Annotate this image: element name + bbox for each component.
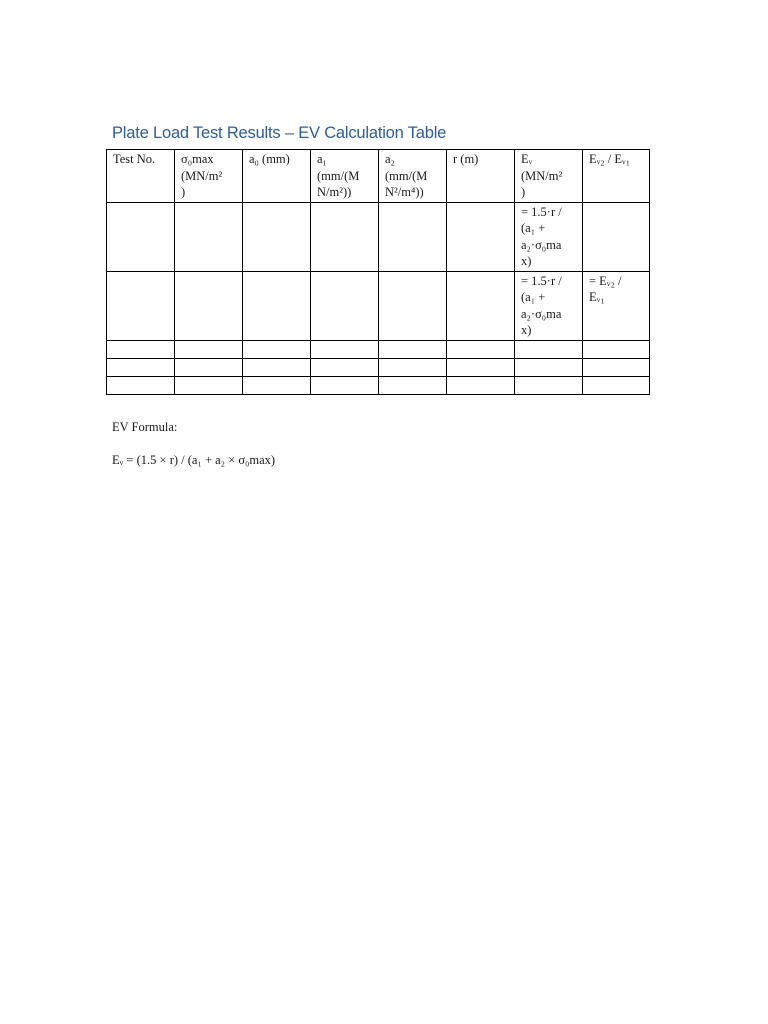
- header-cell-a1: a₁ (mm/(M N/m²)): [311, 150, 379, 203]
- table-cell: [583, 202, 650, 271]
- table-cell: [447, 340, 515, 358]
- table-cell: [175, 358, 243, 376]
- table-cell: [107, 271, 175, 340]
- table-cell: [379, 202, 447, 271]
- header-cell-ev: Eᵥ (MN/m² ): [515, 150, 583, 203]
- formula-label: EV Formula:: [112, 420, 178, 434]
- header-cell-a2: a₂ (mm/(M N²/m⁴)): [379, 150, 447, 203]
- table-cell: [175, 271, 243, 340]
- table-row: [107, 202, 650, 271]
- table-cell: [107, 358, 175, 376]
- document-title: Plate Load Test Results – EV Calculation Table: [112, 124, 447, 142]
- table-cell: [515, 376, 583, 394]
- table-cell: [175, 202, 243, 271]
- table-cell: [311, 202, 379, 271]
- table-cell: [583, 376, 650, 394]
- table-cell: [379, 376, 447, 394]
- table-cell: [583, 358, 650, 376]
- table-cell: [447, 376, 515, 394]
- table-cell: [175, 340, 243, 358]
- table-cell: [311, 376, 379, 394]
- table-cell: [447, 358, 515, 376]
- table-cell: [311, 340, 379, 358]
- table-cell: [243, 271, 311, 340]
- table-row: [107, 340, 650, 358]
- table-cell: [107, 340, 175, 358]
- header-cell-test-no: Test No.: [107, 150, 175, 203]
- table-cell: [515, 340, 583, 358]
- table-cell: [243, 376, 311, 394]
- table-cell: [175, 376, 243, 394]
- header-cell-sigma-max: σ₀max (MN/m² ): [175, 150, 243, 203]
- table-cell: [379, 358, 447, 376]
- header-cell-ev-ratio: Eᵥ₂ / Eᵥ₁: [583, 150, 650, 203]
- formula-text: Eᵥ = (1.5 × r) / (a₁ + a₂ × σ₀max): [112, 453, 276, 467]
- table-cell: [107, 376, 175, 394]
- table-cell: [447, 202, 515, 271]
- header-cell-r: r (m): [447, 150, 515, 203]
- table-row: [107, 271, 650, 340]
- table-cell: [107, 202, 175, 271]
- header-cell-a0: a₀ (mm): [243, 150, 311, 203]
- table-header-row: [107, 150, 650, 203]
- table-cell: [583, 340, 650, 358]
- table-cell: [515, 358, 583, 376]
- table-cell-ev-formula: = 1.5·r / (a₁ + a₂·σ₀ma x): [515, 202, 583, 271]
- table-cell: [379, 271, 447, 340]
- table-cell: [447, 271, 515, 340]
- table-cell: [243, 358, 311, 376]
- table-cell: [243, 202, 311, 271]
- table-cell-ev-ratio-formula: = Eᵥ₂ / Eᵥ₁: [583, 271, 650, 340]
- table-row: [107, 358, 650, 376]
- table-cell: [311, 358, 379, 376]
- table-cell: [311, 271, 379, 340]
- table-cell: [379, 340, 447, 358]
- table-cell-ev-formula: = 1.5·r / (a₁ + a₂·σ₀ma x): [515, 271, 583, 340]
- table-row: [107, 376, 650, 394]
- results-table: [106, 149, 650, 395]
- table-cell: [243, 340, 311, 358]
